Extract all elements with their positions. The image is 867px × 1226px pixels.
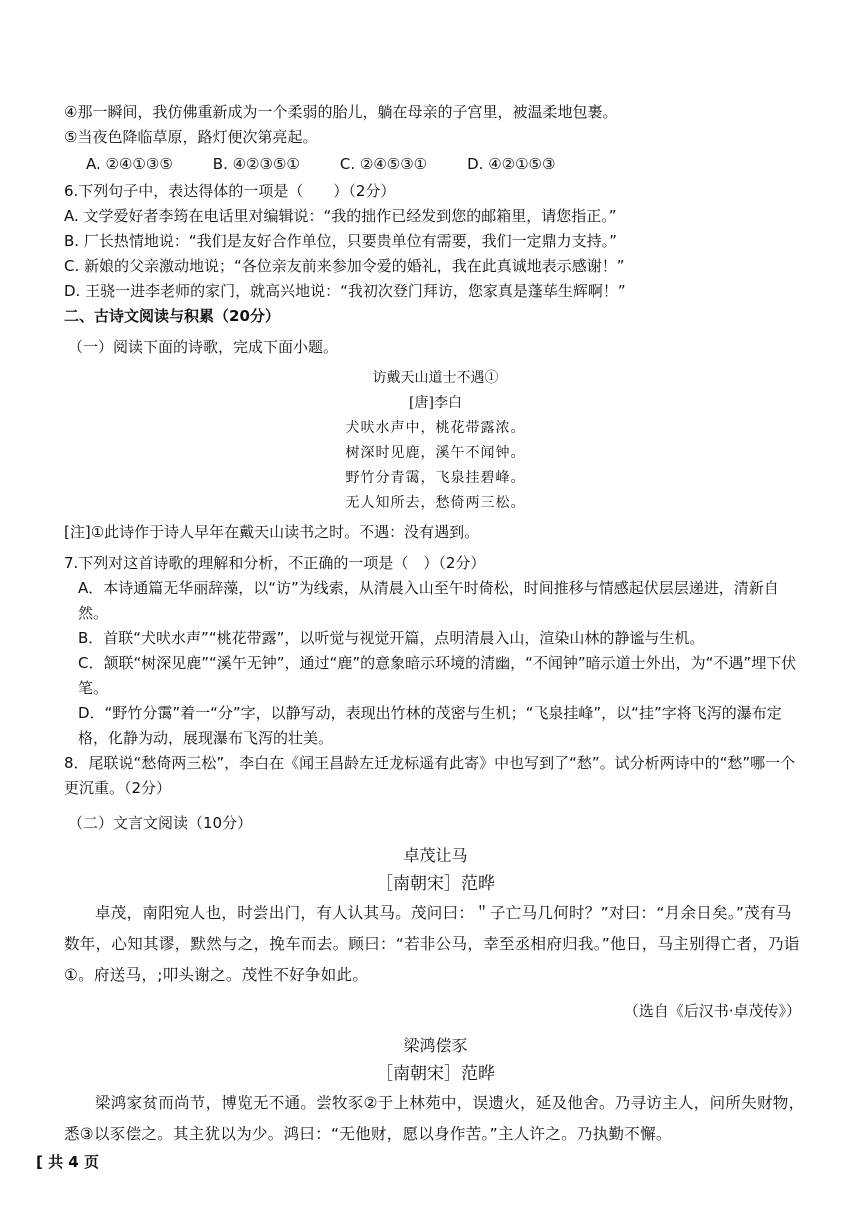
q7-option-b: B．首联“犬吠水声”“桃花带露”，以听觉与视觉开篇，点明清晨入山，渲染山林的静谧与生机。 bbox=[78, 629, 705, 647]
q7-option-a: A．本诗通篇无华丽辞藻，以“访”为线索，从清晨入山至午时倚松，时间推移与情感起伏层层递进，清新自然。 bbox=[78, 579, 779, 622]
q5-option-d: D. ④②①⑤③ bbox=[467, 155, 556, 173]
poem-line: 树深时见鹿，溪午不闻钟。 bbox=[345, 445, 526, 461]
text-2-title: 梁鸿偿豕 bbox=[403, 1036, 468, 1055]
poem-note: [注]①此诗作于诗人早年在戴天山读书之时。不遇：没有遇到。 bbox=[64, 523, 480, 541]
page-footer: [ 共 4 页 bbox=[36, 1153, 99, 1171]
text-2-author: ［南朝宋］范晔 bbox=[376, 1064, 495, 1084]
text-1-title: 卓茂让马 bbox=[403, 846, 468, 865]
sentence-5: ⑤当夜色降临草原，路灯便次第亮起。 bbox=[64, 128, 318, 146]
q8: 8．尾联说“愁倚两三松”，李白在《闻王昌龄左迁龙标遥有此寄》中也写到了“愁”。试分析两诗中的“愁”哪一个更沉重。（2分） bbox=[64, 754, 796, 797]
poem-title: 访戴天山道士不遇① bbox=[372, 370, 499, 386]
text-1-source: （选自《后汉书·卓茂传》） bbox=[623, 1002, 801, 1020]
q7-stem: 7.下列对这首诗歌的理解和分析，不正确的一项是（ ）（2分） bbox=[64, 554, 486, 572]
poem-author: [唐]李白 bbox=[409, 395, 462, 411]
section-2-title: 二、古诗文阅读与积累（20分） bbox=[64, 307, 280, 325]
q6-option-a: A. 文学爱好者李筠在电话里对编辑说：“我的拙作已经发到您的邮箱里，请您指正。” bbox=[64, 207, 617, 225]
q5-option-b: B. ④②③⑤① bbox=[212, 155, 300, 173]
sentence-4: ④那一瞬间，我仿佛重新成为一个柔弱的胎儿，躺在母亲的子宫里，被温柔地包裹。 bbox=[64, 103, 618, 121]
q5-options bbox=[64, 152, 807, 177]
q6-option-b: B. 厂长热情地说：“我们是友好合作单位，只要贵单位有需要，我们一定鼎力支持。” bbox=[64, 232, 617, 250]
q7-option-d: D．“野竹分霭”着一“分”字，以静写动，表现出竹林的茂密与生机；“飞泉挂峰”，以“挂”字将飞泻的瀑布定格，化静为动，展现瀑布飞泻的壮美。 bbox=[78, 704, 782, 747]
q7-options bbox=[64, 576, 807, 751]
text-1-body: 卓茂，南阳宛人也，时尝出门，有人认其马。茂问曰：＂子亡马几何时？”对曰：“月余日矣。”茂有马数年，心知其谬，默然与之，挽车而去。顾曰：“若非公马，幸至丞相府归我。”他日，马主别得亡者，乃诣①。府送马，;叩头谢之。茂性不好争如此。 bbox=[64, 904, 800, 984]
part-2-title: （二）文言文阅读（10分） bbox=[68, 814, 253, 832]
poem bbox=[64, 366, 807, 516]
poem-line: 无人知所去，愁倚两三松。 bbox=[345, 495, 526, 511]
text-2-body: 梁鸿家贫而尚节，博览无不通。尝牧豕②于上林苑中，误遗火，延及他舍。乃寻访主人，问所失财物，悉③以豕偿之。其主犹以为少。鸿曰：“无他财，愿以身作苦。”主人许之。乃执勤不懈。 bbox=[64, 1094, 805, 1143]
q7-option-c: C．颔联“树深见鹿”“溪午无钟”，通过“鹿”的意象暗示环境的清幽，“不闻钟”暗示道士外出，为“不遇”埋下伏笔。 bbox=[78, 654, 797, 697]
q6-stem: 6.下列句子中，表达得体的一项是（ ）（2分） bbox=[64, 182, 396, 200]
poem-line: 犬吠水声中，桃花带露浓。 bbox=[345, 420, 526, 436]
part-1-title: （一）阅读下面的诗歌，完成下面小题。 bbox=[68, 338, 339, 356]
q5-option-c: C. ②④⑤③① bbox=[339, 155, 428, 173]
q6-option-d: D. 王骁一进李老师的家门，就高兴地说：“我初次登门拜访，您家真是蓬荜生辉啊！” bbox=[64, 282, 626, 300]
q5-option-a: A. ②④①③⑤ bbox=[86, 155, 173, 173]
q6-option-c: C. 新娘的父亲激动地说；“各位亲友前来参加令爱的婚礼，我在此真诚地表示感谢！” bbox=[64, 257, 625, 275]
text-1-author: ［南朝宋］范晔 bbox=[376, 874, 495, 894]
poem-line: 野竹分青霭，飞泉挂碧峰。 bbox=[345, 470, 526, 486]
